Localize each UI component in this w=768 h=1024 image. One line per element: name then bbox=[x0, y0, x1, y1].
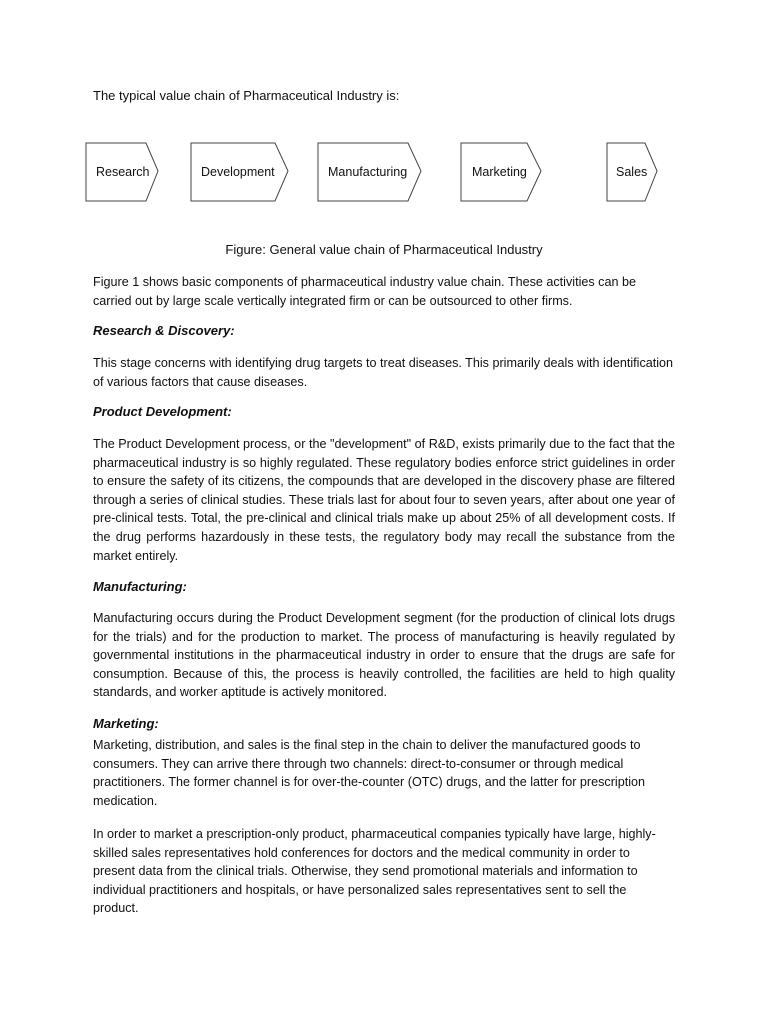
paragraph-overview: Figure 1 shows basic components of pharmaceutical industry value chain. These activities can be carried out by large scale vertically integrated firm or can be outsourced to other firms. bbox=[93, 275, 636, 308]
paragraph-marketing: Marketing, distribution, and sales is the final step in the chain to deliver the manufactured goods to consumers. They can arrive there through two channels: direct-to-consumer or through medical practitioners. The former channel is for over-the-counter (OTC) drugs, and the latter for prescription medication. bbox=[93, 738, 646, 808]
chain-label-manufacturing: Manufacturing bbox=[328, 165, 408, 179]
heading-product-development: Product Development: bbox=[93, 404, 232, 419]
paragraph-research: This stage concerns with identifying drug targets to treat diseases. This primarily deals with identification of various factors that cause diseases. bbox=[93, 356, 674, 389]
intro-text: The typical value chain of Pharmaceutical Industry is: bbox=[93, 88, 400, 103]
heading-research-discovery: Research & Discovery: bbox=[93, 323, 235, 338]
heading-marketing: Marketing: bbox=[93, 716, 159, 731]
chain-label-marketing: Marketing bbox=[472, 165, 527, 179]
chain-label-sales: Sales bbox=[616, 165, 648, 179]
chain-label-research: Research bbox=[96, 165, 150, 179]
paragraph-manufacturing: Manufacturing occurs during the Product Development segment (for the production of clinical lots drugs for the trials) and for the production to market. The process of manufacturing is heavily regulated by governmental institutions in the pharmaceutical industry in order to ensure that the drugs are safe for consumption. Because of this, the process is heavily controlled, the facilities are held to high quality standards, and worker aptitude is actively monitored. bbox=[93, 611, 675, 700]
figure-caption: Figure: General value chain of Pharmaceutical Industry bbox=[225, 242, 543, 257]
chain-label-development: Development bbox=[201, 165, 275, 179]
heading-manufacturing: Manufacturing: bbox=[93, 579, 187, 594]
paragraph-prescription-marketing: In order to market a prescription-only product, pharmaceutical companies typically have large, highly-skilled sales representatives hold conferences for doctors and the medical community in order to present data from the clinical trials. Otherwise, they send promotional materials and information to individual practitioners and hospitals, or have personalized sales representatives sent to sell the product. bbox=[93, 827, 656, 916]
paragraph-product-development: The Product Development process, or the "development" of R&D, exists primarily due to the fact that the pharmaceutical industry is so highly regulated. These regulatory bodies enforce strict guidelines in order to ensure the safety of its citizens, the compounds that are developed in the discovery phase are filtered through a series of clinical studies. These trials last for about four to seven years, after about one year of pre-clinical tests. Total, the pre-clinical and clinical trials make up about 25% of all development costs. If the drug performs hazardously in these tests, the regulatory body may recall the substance from the market entirely. bbox=[93, 437, 675, 563]
value-chain-diagram bbox=[0, 140, 768, 206]
